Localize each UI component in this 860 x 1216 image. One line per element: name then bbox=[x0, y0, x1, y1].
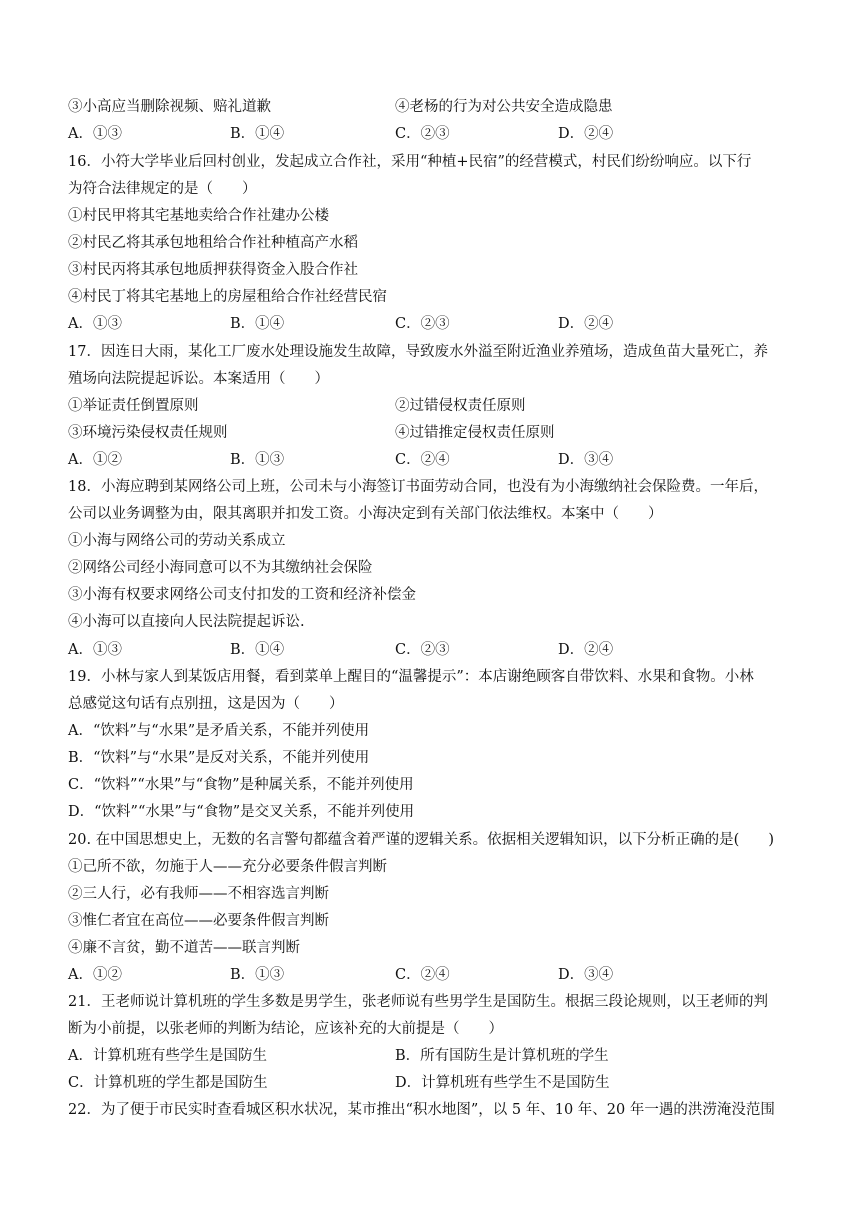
q17-answer-b: B．①③ bbox=[230, 452, 285, 468]
q21-stem-line-2: 断为小前提，以张老师的判断为结论，应该补充的大前提是（ ） bbox=[68, 1021, 503, 1037]
q16-answer-b: B．①④ bbox=[230, 316, 285, 332]
q16-answer-c: C．②③ bbox=[395, 316, 450, 332]
q21-option-a: A．计算机班有些学生是国防生 bbox=[68, 1048, 267, 1064]
q19-stem-line-2: 总感觉这句话有点别扭，这是因为（ ） bbox=[68, 696, 344, 712]
q18-stem-line-2: 公司以业务调整为由，限其离职并扣发工资。小海决定到有关部门依法维权。本案中（ ） bbox=[68, 506, 663, 522]
q19-option-a: A．“饮料”与“水果”是矛盾关系，不能并列使用 bbox=[68, 723, 370, 739]
q18-answer-d: D．②④ bbox=[558, 642, 614, 658]
q20-answer-b: B．①③ bbox=[230, 967, 285, 983]
q19-option-c: C．“饮料”“水果”与“食物”是种属关系，不能并列使用 bbox=[68, 777, 414, 793]
q16-option-3: ③村民丙将其承包地质押获得资金入股合作社 bbox=[68, 262, 358, 278]
q20-stem-line-1: 20. 在中国思想史上，无数的名言警句都蕴含着严谨的逻辑关系。依据相关逻辑知识，以下分析正确的是( ) bbox=[68, 832, 774, 848]
q21-option-c: C．计算机班的学生都是国防生 bbox=[68, 1075, 268, 1091]
q15-answer-d: D．②④ bbox=[558, 126, 614, 142]
q18-option-4: ④小海可以直接向人民法院提起诉讼. bbox=[68, 614, 305, 630]
q15-answer-c: C．②③ bbox=[395, 126, 450, 142]
q16-stem-line-1: 16．小符大学毕业后回村创业，发起成立合作社，采用“种植+民宿”的经营模式，村民们纷纷响应。以下行 bbox=[68, 154, 752, 170]
q17-stem-line-2: 殖场向法院提起诉讼。本案适用（ ） bbox=[68, 371, 329, 387]
q20-answer-a: A．①② bbox=[68, 967, 122, 983]
q16-stem-line-2: 为符合法律规定的是（ ） bbox=[68, 181, 257, 197]
q20-option-3: ③惟仁者宜在高位——必要条件假言判断 bbox=[68, 913, 329, 929]
q22-stem-line-1: 22．为了便于市民实时查看城区积水状况，某市推出“积水地图”，以 5 年、10 年、20 年一遇的洪涝淹没范围 bbox=[68, 1102, 775, 1118]
q19-stem-line-1: 19．小林与家人到某饭店用餐，看到菜单上醒目的“温馨提示”：本店谢绝顾客自带饮料、水果和食物。小林 bbox=[68, 669, 754, 685]
q15-option-3: ③小高应当删除视频、赔礼道歉 bbox=[68, 99, 271, 115]
q17-option-4: ④过错推定侵权责任原则 bbox=[395, 425, 555, 441]
q20-option-2: ②三人行，必有我师——不相容选言判断 bbox=[68, 886, 329, 902]
q16-answer-d: D．②④ bbox=[558, 316, 614, 332]
q18-answer-a: A．①③ bbox=[68, 642, 122, 658]
q16-answer-a: A．①③ bbox=[68, 316, 122, 332]
q15-answer-b: B．①④ bbox=[230, 126, 285, 142]
q18-option-3: ③小海有权要求网络公司支付扣发的工资和经济补偿金 bbox=[68, 587, 416, 603]
q18-answer-c: C．②③ bbox=[395, 642, 450, 658]
q20-option-1: ①己所不欲，勿施于人——充分必要条件假言判断 bbox=[68, 859, 387, 875]
q16-option-4: ④村民丁将其宅基地上的房屋租给合作社经营民宿 bbox=[68, 289, 387, 305]
q18-answer-b: B．①④ bbox=[230, 642, 285, 658]
q16-option-2: ②村民乙将其承包地租给合作社种植高产水稻 bbox=[68, 235, 358, 251]
q17-option-2: ②过错侵权责任原则 bbox=[395, 398, 526, 414]
q17-answer-c: C．②④ bbox=[395, 452, 450, 468]
q21-option-d: D．计算机班有些学生不是国防生 bbox=[395, 1075, 610, 1091]
q15-answer-a: A．①③ bbox=[68, 126, 122, 142]
q18-stem-line-1: 18．小海应聘到某网络公司上班，公司未与小海签订书面劳动合同，也没有为小海缴纳社会保险费。一年后， bbox=[68, 479, 768, 495]
q17-option-1: ①举证责任倒置原则 bbox=[68, 398, 199, 414]
q20-option-4: ④廉不言贫，勤不道苦——联言判断 bbox=[68, 940, 300, 956]
q19-option-d: D．“饮料”“水果”与“食物”是交叉关系，不能并列使用 bbox=[68, 804, 415, 820]
q17-answer-d: D．③④ bbox=[558, 452, 614, 468]
q17-answer-a: A．①② bbox=[68, 452, 122, 468]
q21-stem-line-1: 21．王老师说计算机班的学生多数是男学生，张老师说有些男学生是国防生。根据三段论规则，以王老师的判 bbox=[68, 994, 768, 1010]
q18-option-1: ①小海与网络公司的劳动关系成立 bbox=[68, 533, 286, 549]
q15-option-4: ④老杨的行为对公共安全造成隐患 bbox=[395, 99, 613, 115]
q19-option-b: B．“饮料”与“水果”是反对关系，不能并列使用 bbox=[68, 750, 370, 766]
q18-option-2: ②网络公司经小海同意可以不为其缴纳社会保险 bbox=[68, 560, 373, 576]
q20-answer-c: C．②④ bbox=[395, 967, 450, 983]
q17-option-3: ③环境污染侵权责任规则 bbox=[68, 425, 228, 441]
q21-option-b: B．所有国防生是计算机班的学生 bbox=[395, 1048, 609, 1064]
q20-answer-d: D．③④ bbox=[558, 967, 614, 983]
q16-option-1: ①村民甲将其宅基地卖给合作社建办公楼 bbox=[68, 208, 329, 224]
q17-stem-line-1: 17．因连日大雨，某化工厂废水处理设施发生故障，导致废水外溢至附近渔业养殖场，造成鱼苗大量死亡，养 bbox=[68, 344, 768, 360]
